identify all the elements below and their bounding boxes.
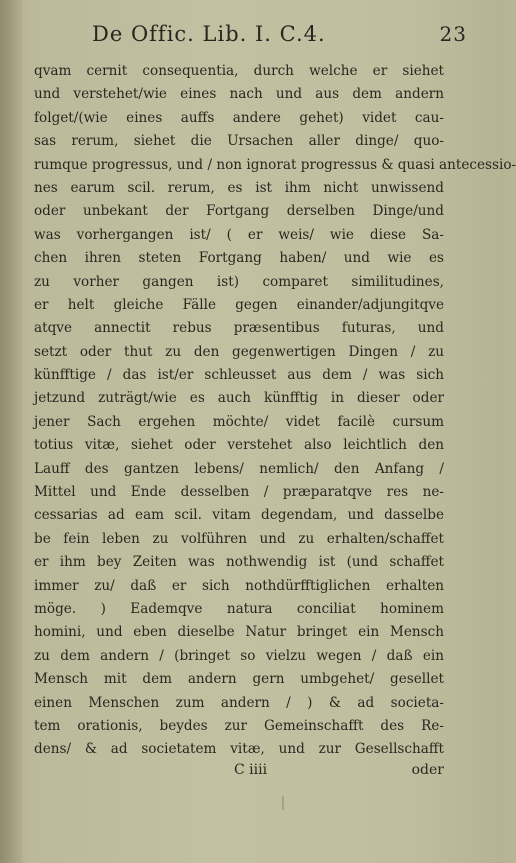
text-line: atqve annectit rebus præsentibus futuras, und	[34, 320, 444, 337]
text-line: tem orationis, beydes zur Gemeinschafft des Re-	[34, 717, 444, 734]
text-line: möge. ) Eademqve natura conciliat hominem	[34, 600, 444, 617]
page-number: 23	[439, 22, 467, 46]
text-line: Mensch mit dem andern gern umbgehet/ gesellet	[34, 671, 444, 688]
text-line: was vorhergangen ist/ ( er weis/ wie diese Sa-	[34, 226, 444, 243]
text-line: folget/(wie eines auffs andere gehet) videt cau-	[34, 109, 444, 126]
signature-mark: C iiii	[234, 762, 268, 778]
ink-bleed-mark	[282, 796, 284, 810]
text-line: rumque progressus, und / non ignorat progressus & quasi antecessio-	[34, 156, 516, 173]
text-line: Lauff des gantzen lebens/ nemlich/ den Anfang /	[34, 460, 444, 477]
text-line: jener Sach ergehen möchte/ videt facilè cursum	[34, 413, 444, 430]
text-line: sas rerum, siehet die Ursachen aller dinge/ quo-	[34, 133, 444, 150]
text-line: nes earum scil. rerum, es ist ihm nicht unwissend	[34, 179, 444, 196]
text-line: einen Menschen zum andern / ) & ad societa-	[34, 694, 444, 711]
text-line: Mittel und Ende desselben / præparatqve res ne-	[34, 484, 444, 501]
text-line: zu vorher gangen ist) comparet similitudines,	[34, 273, 444, 290]
text-line: er ihm bey Zeiten was nothwendig ist (und schaffet	[34, 554, 444, 571]
text-line: cessarias ad eam scil. vitam degendam, und dasselbe	[34, 507, 444, 524]
text-block	[34, 60, 516, 762]
text-line: jetzund zuträgt/wie es auch künfftig in dieser oder	[34, 390, 444, 407]
text-line: setzt oder thut zu den gegenwertigen Dingen / zu	[34, 343, 444, 360]
page-gutter	[0, 0, 22, 863]
running-title: De Offic. Lib. I. C.4.	[92, 22, 326, 46]
text-line: dens/ & ad societatem vitæ, und zur Gesellschafft	[34, 741, 444, 758]
text-line: qvam cernit consequentia, durch welche er siehet	[34, 63, 444, 79]
text-line: zu dem andern / (bringet so vielzu wegen / daß ein	[34, 647, 444, 664]
text-line: totius vitæ, siehet oder verstehet also leichtlich den	[34, 437, 444, 454]
page-header	[92, 22, 467, 52]
text-line: künfftige / das ist/er schleusset aus dem / was sich	[34, 367, 444, 384]
text-line: be fein leben zu volführen und zu erhalten/schaffet	[34, 530, 444, 547]
catchword: oder	[411, 762, 444, 778]
text-line: und verstehet/wie eines nach und aus dem andern	[34, 86, 444, 103]
text-line: oder unbekant der Fortgang derselben Dinge/und	[34, 203, 444, 220]
text-line: chen ihren steten Fortgang haben/ und wie es	[34, 250, 444, 267]
text-line: immer zu/ daß er sich nothdürfftiglichen erhalten	[34, 577, 444, 594]
page-footer	[34, 762, 444, 786]
text-line: er helt gleiche Fälle gegen einander/adjungitqve	[34, 296, 444, 313]
text-line: homini, und eben dieselbe Natur bringet ein Mensch	[34, 624, 444, 641]
